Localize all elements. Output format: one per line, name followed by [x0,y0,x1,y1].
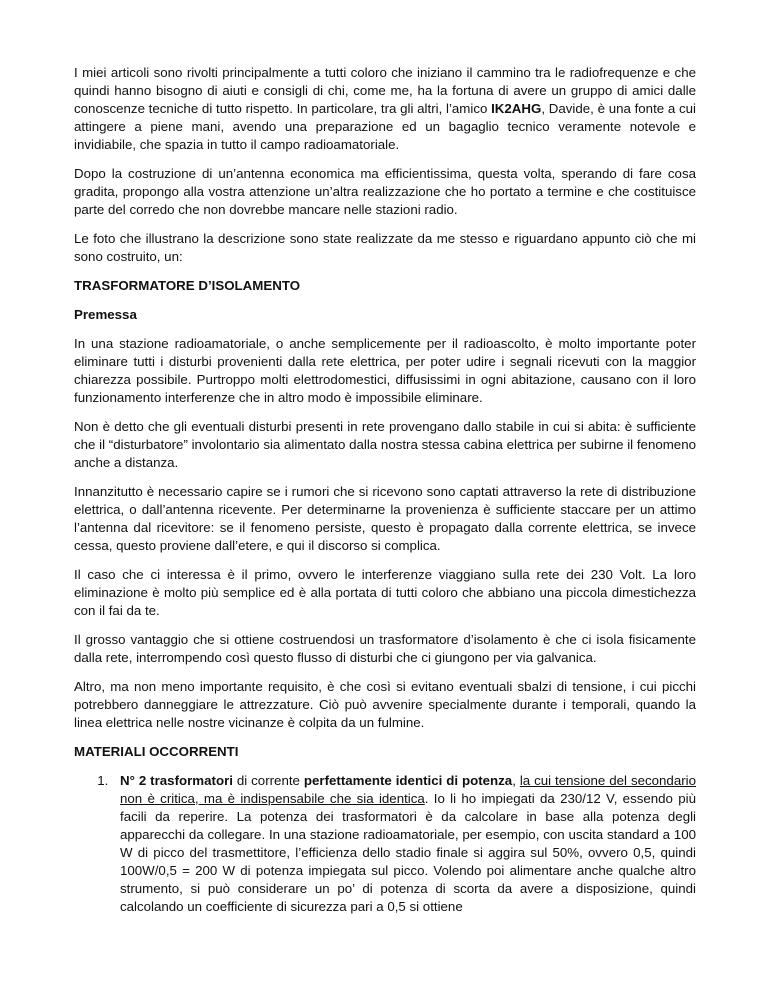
item-text-2: , [512,773,520,788]
section-heading-premessa: Premessa [74,307,137,322]
document-title: TRASFORMATORE D’ISOLAMENTO [74,278,301,293]
premessa-paragraph-1: In una stazione radioamatoriale, o anche semplicemente per il radioascolto, è molto importante poter eliminare tutti i disturbi provenienti dalla rete elettrica, per poter udire i segnali ricevuti con la maggior chiarezza possibile. Purtroppo molti elettrodomestici, diffusissimi in ogni abitazione, causano con il loro funzionamento interferenze che in altro modo è impossibile eliminare. [74,336,696,405]
premessa-paragraph-4: Il caso che ci interessa è il primo, ovvero le interferenze viaggiano sulla rete dei 230 Volt. La loro eliminazione è molto più semplice ed è alla portata di tutti coloro che abbiano una piccola dimestichezza con il fai da te. [74,567,696,618]
item-text-3: . Io li ho impiegati da 230/12 V, essendo più facili da reperire. La potenza dei trasformatori è da calcolare in base alla potenza degli apparecchi da collegare. In una stazione radioamatoriale, per esempio, con uscita standard a 100 W di picco del trasmettitore, l’efficienza dello stadio finale si aggira sul 50%, ovvero 0,5, quindi 100W/0,5 = 200 W di potenza impiegata sul picco. Volendo poi alimentare anche qualche altro strumento, si può considerare un po’ di potenza di scorta da avere a disposizione, quindi calcolando un coefficiente di sicurezza pari a 0,5 si ottiene [120,791,696,914]
materials-list [74,772,696,916]
item-bold-quantity: N° 2 trasformatori [120,773,233,788]
premessa-paragraph-5: Il grosso vantaggio che si ottiene costruendosi un trasformatore d’isolamento è che ci isola fisicamente dalla rete, interrompendo così questo flusso di disturbi che ci giungono per via galvanica. [74,632,696,665]
materials-list-item [112,772,696,916]
item-underlined-note: la cui tensione del secondario non è critica, ma è indispensabile che sia identica [120,773,696,806]
intro-text-a: I miei articoli sono rivolti principalmente a tutti coloro che iniziano il cammino tra le radiofrequenze e che quindi hanno bisogno di aiuti e consigli di chi, come me, ha la fortuna di avere un gruppo di amici dalle conoscenze tecniche di tutto rispetto. In particolare, tra gli altri, l’amico [74,65,696,116]
premessa-paragraph-6: Altro, ma non meno importante requisito, è che così si evitano eventuali sbalzi di tensione, i cui picchi potrebbero danneggiare le attrezzature. Ciò può avvenire specialmente durante i temporali, quando la linea elettrica nelle nostre vicinanze è colpita da un fulmine. [74,679,696,730]
callsign: IK2AHG [491,101,542,116]
intro-paragraph-1 [74,64,696,154]
premessa-paragraph-2: Non è detto che gli eventuali disturbi presenti in rete provengano dallo stabile in cui si abita: è sufficiente che il “disturbatore” involontario sia alimentato dalla nostra stessa cabina elettrica per subirne il fenomeno anche a distanza. [74,419,696,470]
item-bold-power: perfettamente identici di potenza [303,773,513,788]
item-text-1: di corrente [232,773,304,788]
section-heading-materiali: MATERIALI OCCORRENTI [74,744,239,759]
document-page [74,64,696,916]
intro-paragraph-3: Le foto che illustrano la descrizione sono state realizzate da me stesso e riguardano appunto ciò che mi sono costruito, un: [74,231,696,264]
premessa-paragraph-3: Innanzitutto è necessario capire se i rumori che si ricevono sono captati attraverso la rete di distribuzione elettrica, o dall’antenna ricevente. Per determinarne la provenienza è sufficiente staccare per un attimo l’antenna dal ricevitore: se il fenomeno persiste, questo è propagato dalla corrente elettrica, se invece cessa, questo proviene dall’etere, e qui il discorso si complica. [74,484,696,553]
intro-text-b: , Davide, è una fonte a cui attingere a piene mani, avendo una preparazione ed un bagaglio tecnico veramente notevole e invidiabile, che spazia in tutto il campo radioamatoriale. [74,101,696,152]
intro-paragraph-2: Dopo la costruzione di un’antenna economica ma efficientissima, questa volta, sperando di fare cosa gradita, propongo alla vostra attenzione un’altra realizzazione che ho portato a termine e che costituisce parte del corredo che non dovrebbe mancare nelle stazioni radio. [74,166,696,217]
